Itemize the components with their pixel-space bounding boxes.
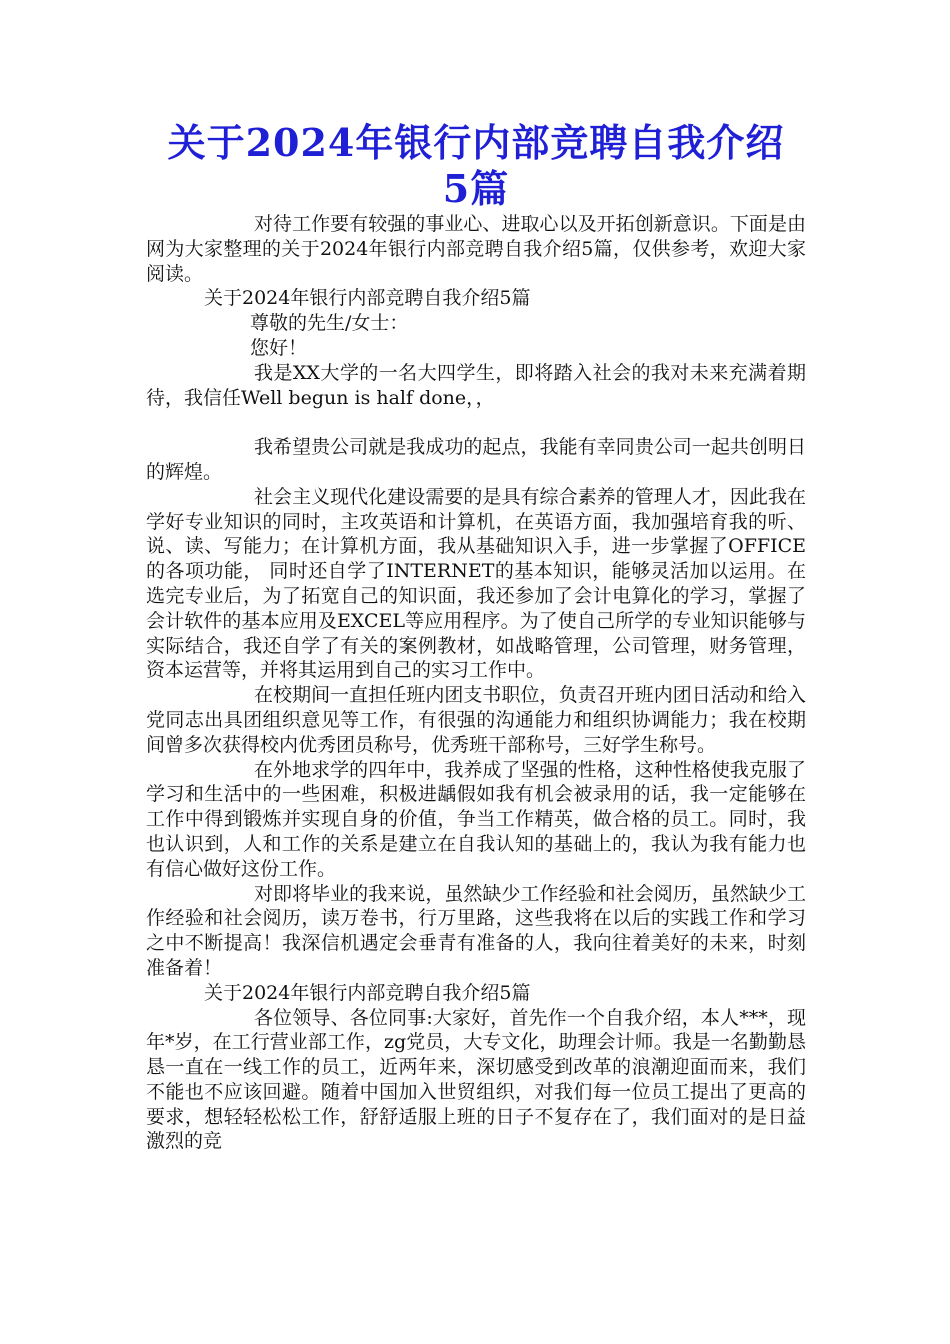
section-heading-1: 关于2024年银行内部竞聘自我介绍5篇 [204, 287, 531, 310]
blank-line [146, 410, 806, 435]
paragraph-4: 在校期间一直担任班内团支书职位，负责召开班内团日活动和给入党同志出具团组织意见等工作，有很强的沟通能力和组织协调能力；我在校期间曾多次获得校内优秀团员称号，优秀班干部称号，三好学生称号。 [146, 684, 806, 756]
paragraph-3: 社会主义现代化建设需要的是具有综合素养的管理人才，因此我在学好专业知识的同时，主攻英语和计算机，在英语方面，我加强培育我的听、说、读、写能力；在计算机方面，我从基础知识入手，进一步掌握了OFFICE的各项功能， 同时还自学了INTERNET的基本知识，能够灵活加以运用。在选完专业后，为了拓宽自己的知识面，我还参加了会计电算化的学习，掌握了会计软件的基本应用及EXCEL等应用程序。为了使自己所学的专业知识能够与实际结合，我还自学了有关的案例教材，如战略管理，公司管理，财务管理，资本运营等，并将其运用到自己的实习工作中。 [146, 485, 806, 682]
paragraph-6: 对即将毕业的我来说，虽然缺少工作经验和社会阅历，虽然缺少工作经验和社会阅历，读万卷书，行万里路，这些我将在以后的实践工作和学习之中不断提高！我深信机遇定会垂青有准备的人，我向往着美好的未来，时刻准备着！ [146, 882, 806, 979]
paragraph-5: 在外地求学的四年中，我养成了坚强的性格，这种性格使我克服了学习和生活中的一些困难，积极进龋假如我有机会被录用的话，我一定能够在工作中得到锻炼并实现自身的价值，争当工作精英，做合格的员工。同时，我也认识到，人和工作的关系是建立在自我认知的基础上的，我认为我有能力也有信心做好这份工作。 [146, 758, 806, 880]
paragraph-2: 我希望贵公司就是我成功的起点，我能有幸同贵公司一起共创明日的辉煌。 [146, 436, 806, 483]
title-line-2: 5篇 [442, 166, 510, 211]
paragraph-7: 各位领导、各位同事:大家好，首先作一个自我介绍，本人***，现年*岁，在工行营业部工作，zg党员，大专文化，助理会计师。我是一名勤勤恳恳一直在一线工作的员工，近两年来，深切感受到改革的浪潮迎面而来，我们不能也不应该回避。随着中国加入世贸组织，对我们每一位员工提出了更高的要求，想轻轻松松工作，舒舒适服上班的日子不复存在了，我们面对的是日益激烈的竞 [146, 1006, 806, 1153]
document-page [146, 120, 806, 1154]
salutation: 尊敬的先生/女士： [250, 312, 409, 335]
section-heading-2: 关于2024年银行内部竞聘自我介绍5篇 [204, 981, 531, 1004]
title-line-1: 关于2024年银行内部竞聘自我介绍 [167, 120, 785, 165]
paragraph-1: 我是XX大学的一名大四学生，即将踏入社会的我对未来充满着期待，我信任Well begun is half done，， [146, 361, 806, 409]
intro-paragraph: 对待工作要有较强的事业心、进取心以及开拓创新意识。下面是由网为大家整理的关于2024年银行内部竞聘自我介绍5篇，仅供参考，欢迎大家阅读。 [146, 213, 806, 285]
greeting: 您好！ [250, 336, 308, 359]
document-title [146, 120, 806, 212]
